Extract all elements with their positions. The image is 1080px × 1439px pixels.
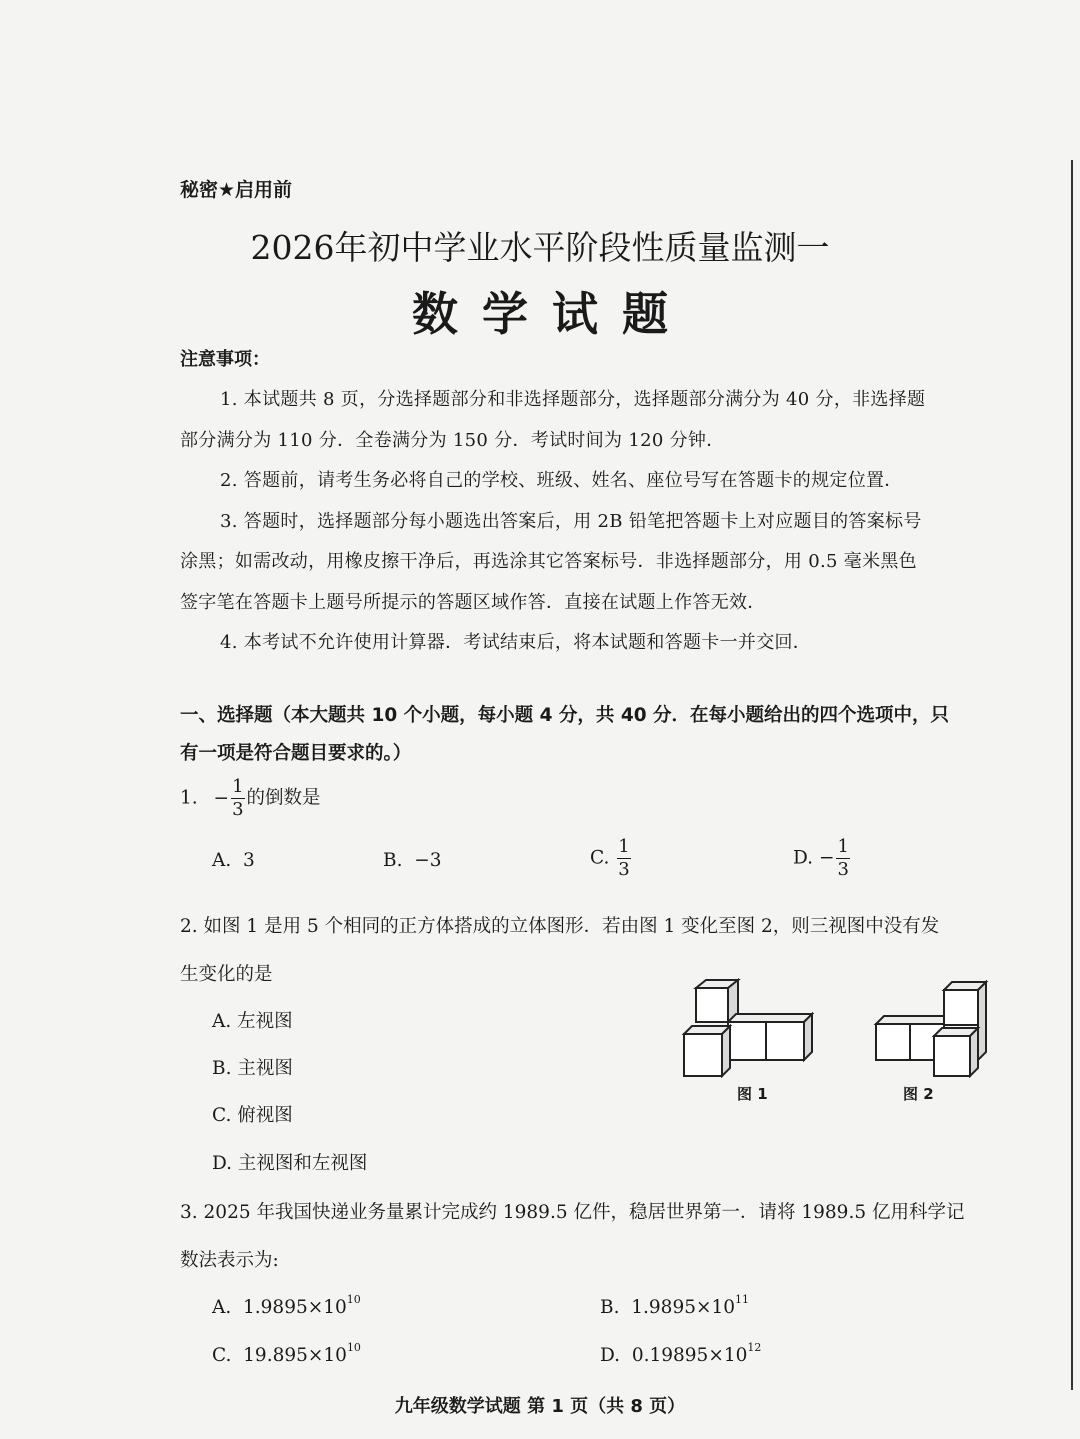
- fig2-front-side-face: [970, 1028, 978, 1076]
- subject-title: 数学试题: [412, 287, 692, 341]
- option-a-label: A.: [212, 850, 232, 871]
- question-3-stem-line-2: 数法表示为:: [180, 1250, 279, 1271]
- question-1-fraction-denominator: 3: [232, 799, 244, 820]
- q3-option-c-label: C.: [212, 1345, 232, 1366]
- question-1-option-d: [793, 838, 852, 879]
- question-3-stem-line-1: 3. 2025 年我国快递业务量累计完成约 1989.5 亿件，稳居世界第一．请将 1989.5 亿用科学记: [180, 1202, 965, 1223]
- figure-1-cubes: [676, 978, 816, 1084]
- fig2-cube-left: [876, 1024, 910, 1060]
- q3-option-c-base: 19.895×10: [243, 1345, 347, 1366]
- question-1-option-a: [212, 850, 255, 871]
- q3-option-b-exponent: 11: [735, 1293, 750, 1306]
- section-1-heading-line-1: 一、选择题（本大题共 10 个小题，每小题 4 分，共 40 分．在每小题给出的四个选项中，只: [180, 705, 950, 726]
- figure-1-caption: 图 1: [737, 1085, 768, 1103]
- question-3-option-a: [212, 1293, 361, 1318]
- option-b-value: −3: [414, 850, 442, 871]
- fig2-cube-front: [934, 1036, 970, 1076]
- question-1-stem-text: 的倒数是: [246, 787, 321, 809]
- notice-item-3-line-3: 签字笔在答题卡上题号所提示的答题区域作答．直接在试题上作答无效．: [180, 592, 766, 613]
- exam-title: 2026年初中学业水平阶段性质量监测一: [250, 228, 830, 267]
- q3-option-a-exponent: 10: [346, 1293, 361, 1306]
- notice-heading: 注意事项：: [180, 349, 270, 370]
- q3-option-a-label: A.: [212, 1297, 232, 1318]
- q3-option-d-label: D.: [600, 1345, 621, 1366]
- fig1-row-side-face: [804, 1014, 812, 1060]
- q3-option-b-base: 1.9895×10: [631, 1297, 736, 1318]
- question-2-option-d: D. 主视图和左视图: [212, 1153, 368, 1174]
- question-2-option-b: B. 主视图: [212, 1058, 293, 1079]
- notice-item-1-line-2: 部分满分为 110 分．全卷满分为 150 分．考试时间为 120 分钟．: [180, 430, 725, 451]
- question-1-fraction-numerator: 1: [232, 776, 244, 797]
- binding-line: [1071, 160, 1073, 1390]
- fig2-tall-side-face: [978, 982, 986, 1060]
- question-1-fraction: [231, 778, 244, 819]
- q3-option-b-label: B.: [600, 1297, 620, 1318]
- q3-option-c-exponent: 10: [346, 1341, 361, 1354]
- q3-option-d-exponent: 12: [747, 1341, 762, 1354]
- question-1-stem: [180, 778, 321, 819]
- page-footer: 九年级数学试题 第 1 页（共 8 页）: [394, 1396, 686, 1417]
- question-1-option-b: [383, 850, 442, 871]
- q3-option-d-base: 0.19895×10: [631, 1345, 748, 1366]
- q3-option-a-base: 1.9895×10: [243, 1297, 347, 1318]
- option-d-fraction: [836, 838, 849, 879]
- confidential-label: 秘密★启用前: [180, 179, 293, 201]
- option-c-numerator: 1: [618, 836, 630, 857]
- fig1-row-top-face: [728, 1014, 812, 1022]
- option-d-label: D.: [793, 847, 814, 869]
- fig2-cube-tall-top: [944, 990, 978, 1025]
- option-c-label: C.: [590, 847, 610, 869]
- fig1-front-side-face: [722, 1026, 730, 1076]
- notice-item-1-line-1: 1. 本试题共 8 页，分选择题部分和非选择题部分，选择题部分满分为 40 分，非选择题: [220, 389, 926, 410]
- question-3-option-d: [600, 1341, 761, 1366]
- notice-item-3-line-1: 3. 答题时，选择题部分每小题选出答案后，用 2B 铅笔把答题卡上对应题目的答案标号: [220, 511, 922, 532]
- option-c-denominator: 3: [618, 859, 630, 880]
- fig1-cube-top: [696, 988, 728, 1022]
- option-a-value: 3: [243, 850, 255, 871]
- figure-2-cubes: [870, 978, 1000, 1084]
- fig1-cube-front: [684, 1034, 722, 1076]
- option-d-denominator: 3: [837, 859, 849, 880]
- question-1-number: 1.: [180, 787, 198, 809]
- fig1-cube-right: [766, 1022, 804, 1060]
- option-d-numerator: 1: [837, 836, 849, 857]
- question-2-option-a: A. 左视图: [212, 1011, 293, 1032]
- option-b-label: B.: [383, 850, 403, 871]
- figure-2-caption: 图 2: [903, 1085, 934, 1103]
- question-2-option-c: C. 俯视图: [212, 1105, 293, 1126]
- question-1-option-c: [590, 838, 633, 879]
- section-1-heading-line-2: 有一项是符合题目要求的。）: [180, 743, 412, 764]
- option-d-minus: −: [818, 847, 835, 869]
- question-2-stem-line-2: 生变化的是: [180, 964, 273, 985]
- question-3-option-b: [600, 1293, 749, 1318]
- notice-item-4: 4. 本考试不允许使用计算器．考试结束后，将本试题和答题卡一并交回．: [220, 632, 812, 653]
- option-c-fraction: [617, 838, 630, 879]
- question-2-stem-line-1: 2. 如图 1 是用 5 个相同的正方体搭成的立体图形．若由图 1 变化至图 2，则三视图中没有发: [180, 916, 940, 937]
- fig1-cube-mid: [728, 1022, 766, 1060]
- notice-item-2: 2. 答题前，请考生务必将自己的学校、班级、姓名、座位号写在答题卡的规定位置．: [220, 470, 903, 491]
- question-1-minus: −: [213, 787, 230, 809]
- fig2-row-top-face: [876, 1016, 952, 1024]
- question-3-option-c: [212, 1341, 361, 1366]
- notice-item-3-line-2: 涂黑；如需改动，用橡皮擦干净后，再选涂其它答案标号．非选择题部分，用 0.5 毫米黑色: [180, 551, 917, 572]
